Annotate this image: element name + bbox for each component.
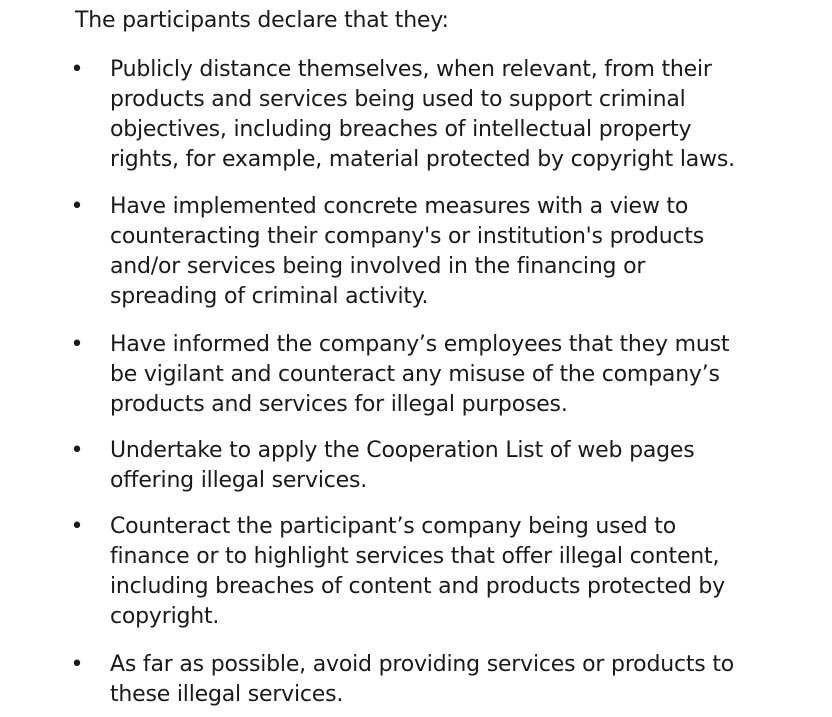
bullet-icon: • xyxy=(70,652,84,677)
list-item-text: Have implemented concrete measures with a view to counteracting their company's or institution's products and/or services being involved in the financing or spreading of criminal activity. xyxy=(110,194,705,309)
list-item-text: Counteract the participant’s company being used to finance or to highlight services that offer illegal content, including breaches of content and products protected by copyright. xyxy=(110,514,725,629)
list-item-text: As far as possible, avoid providing services or products to these illegal services. xyxy=(110,652,735,707)
bullet-icon: • xyxy=(70,57,84,82)
intro-text: The participants declare that they: xyxy=(75,8,449,33)
list-item-text: Undertake to apply the Cooperation List of web pages offering illegal services. xyxy=(110,438,695,493)
bullet-icon: • xyxy=(70,514,84,539)
bullet-icon: • xyxy=(70,194,84,219)
list-item-text: Have informed the company’s employees that they must be vigilant and counteract any misuse of the company’s products and services for illegal purposes. xyxy=(110,332,730,417)
bullet-icon: • xyxy=(70,438,84,463)
bullet-icon: • xyxy=(70,332,84,357)
list-item-text: Publicly distance themselves, when relevant, from their products and services being used to support criminal objectives, including breaches of intellectual property rights, for example, material protected by copyright laws. xyxy=(110,57,735,172)
